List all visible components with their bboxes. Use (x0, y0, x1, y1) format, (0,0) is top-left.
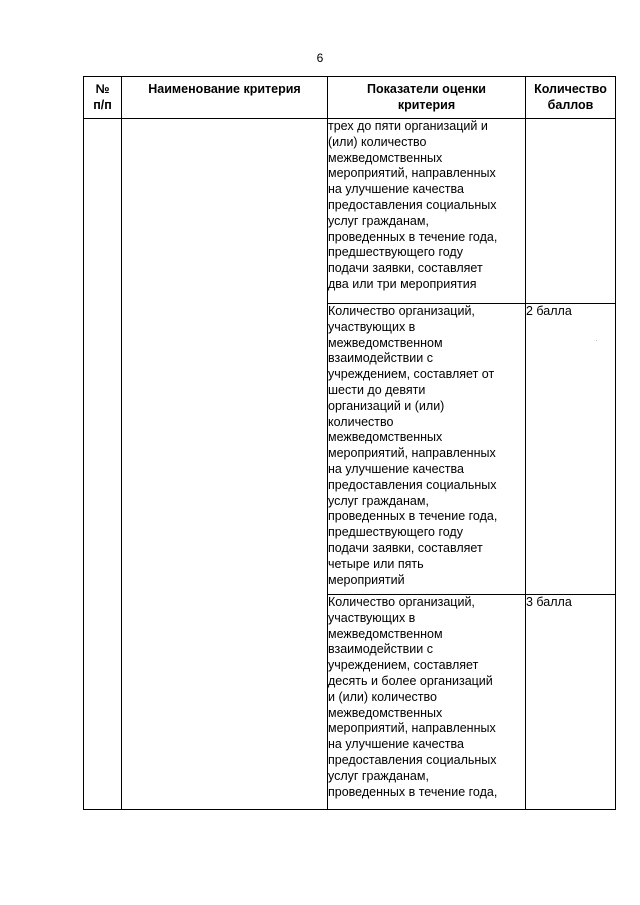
scan-speck (596, 340, 597, 341)
cell-criterion-name (122, 119, 328, 810)
cell-indicator: Количество организаций, участвующих в межведомственном взаимодействии с учреждением, составляет от шести до девяти организаций и (или) количество межведомственных мероприятий, направленных на улучшение качества предоставления социальных услуг гражданам, проведенных в течение года, предшествующего году подачи заявки, составляет четыре или пять мероприятий (328, 304, 526, 595)
header-indicators: Показатели оценки критерия (328, 77, 526, 119)
cell-score: 3 балла (526, 595, 616, 810)
criteria-table (83, 76, 616, 810)
header-number: № п/п (84, 77, 122, 119)
header-criterion-name: Наименование критерия (122, 77, 328, 119)
table-header-row (84, 77, 616, 119)
header-score: Количество баллов (526, 77, 616, 119)
cell-indicator: трех до пяти организаций и (или) количество межведомственных мероприятий, направленных на улучшение качества предоставления социальных услуг гражданам, проведенных в течение года, предшествующего году подачи заявки, составляет два или три мероприятия (328, 119, 526, 304)
cell-number (84, 119, 122, 810)
page-number: 6 (316, 51, 324, 65)
cell-score: 2 балла (526, 304, 616, 595)
cell-score (526, 119, 616, 304)
cell-indicator: Количество организаций, участвующих в межведомственном взаимодействии с учреждением, составляет десять и более организаций и (или) количество межведомственных мероприятий, направленных на улучшение качества предоставления социальных услуг гражданам, проведенных в течение года, (328, 595, 526, 810)
table-row (84, 119, 616, 304)
